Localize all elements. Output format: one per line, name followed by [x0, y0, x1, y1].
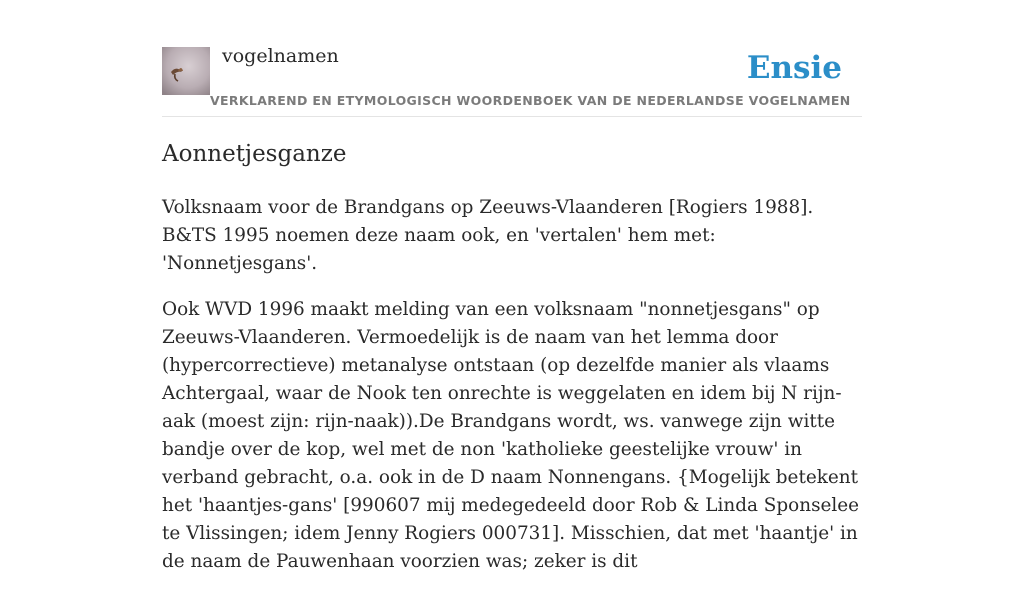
- dictionary-header: [162, 0, 862, 117]
- bird-photo-icon: [162, 47, 210, 95]
- entry-title: Aonnetjesganze: [162, 141, 347, 167]
- entry-paragraph: Volksnaam voor de Brandgans op Zeeuws-Vlaanderen [Rogiers 1988]. B&TS 1995 noemen deze naam ook, en 'vertalen' hem met: 'Nonnetjesgans'.: [162, 197, 814, 274]
- dictionary-subtitle: VERKLAREND EN ETYMOLOGISCH WOORDENBOEK VAN DE NEDERLANDSE VOGELNAMEN: [210, 93, 851, 108]
- ensie-logo[interactable]: Ensie: [746, 50, 842, 86]
- dictionary-name[interactable]: vogelnamen: [222, 45, 339, 67]
- entry-paragraph: Ook WVD 1996 maakt melding van een volksnaam "nonnetjesgans" op Zeeuws-Vlaanderen. Vermoedelijk is de naam van het lemma door (hypercorrectieve) metanalyse ontstaan (op dezelfde manier als vlaams Achtergaal, waar de Nook ten onrechte is weggelaten en idem bij N rijn-aak (moest zijn: rijn-naak)).De Brandgans wordt, ws. vanwege zijn witte bandje over de kop, wel met de non 'katholieke geestelijke vrouw' in verband gebracht, o.a. ook in de D naam Nonnengans. {Mogelijk betekent het 'haantjes-gans' [990607 mij medegedeeld door Rob & Linda Sponselee te Vlissingen; idem Jenny Rogiers 000731]. Misschien, dat met 'haantje' in de naam de Pauwenhaan voorzien was; zeker is dit: [162, 299, 860, 572]
- entry-content: [162, 137, 864, 594]
- dictionary-avatar[interactable]: [162, 47, 210, 95]
